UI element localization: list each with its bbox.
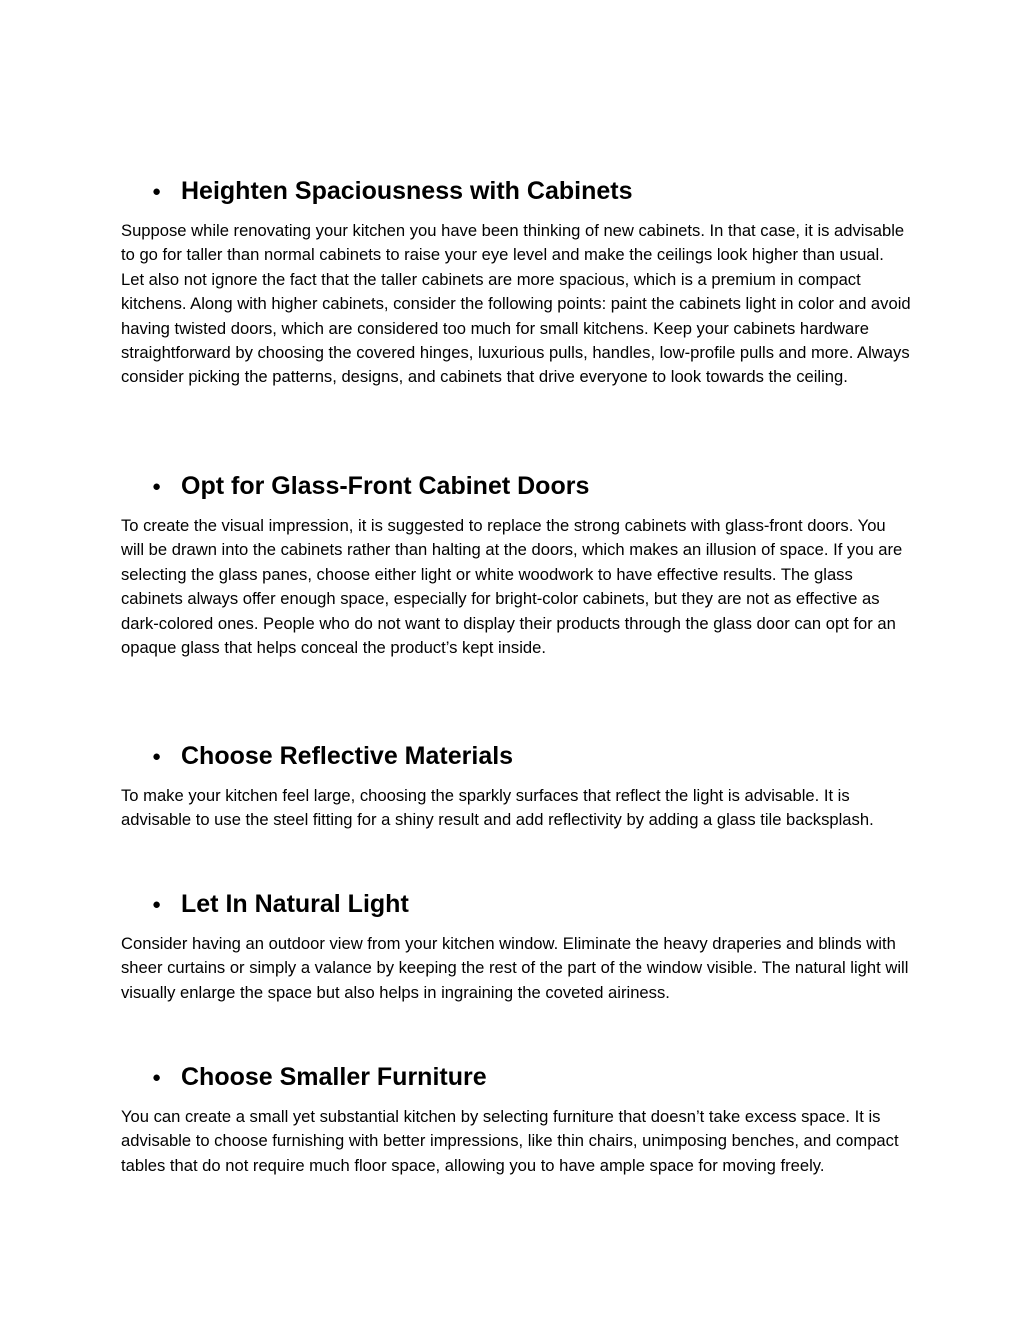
section-paragraph: You can create a small yet substantial kitchen by selecting furniture that doesn’t take excess space. It is advisable to choose furnishing with better impressions, like thin chairs, unimposing benches, and compact tables that do not require much floor space, allowing you to have ample space for moving freely. (121, 1107, 899, 1175)
section-heading (152, 471, 589, 502)
bullet-icon: ● (152, 896, 162, 913)
bullet-icon: ● (152, 1069, 162, 1086)
section-heading (152, 889, 409, 920)
section-paragraph: To make your kitchen feel large, choosing the sparkly surfaces that reflect the light is advisable. It is advisable to use the steel fitting for a shiny result and add reflectivity by adding a glass tile backsplash. (121, 786, 874, 830)
section-heading-text: Let In Natural Light (181, 890, 409, 918)
section-heading (152, 1062, 487, 1093)
bullet-icon: ● (152, 183, 162, 200)
bullet-icon: ● (152, 748, 162, 765)
section-heading-text: Opt for Glass-Front Cabinet Doors (181, 472, 590, 500)
section-paragraph: Suppose while renovating your kitchen you have been thinking of new cabinets. In that case, it is advisable to go for taller than normal cabinets to raise your eye level and make the ceilings look higher than usual. Let also not ignore the fact that the taller cabinets are more spacious, which is a premium in compact kitchens. Along with higher cabinets, consider the following points: paint the cabinets light in color and avoid having twisted doors, which are considered too much for small kitchens. Keep your cabinets hardware straightforward by choosing the covered hinges, luxurious pulls, handles, low-profile pulls and more. Always consider picking the patterns, designs, and cabinets that drive everyone to look towards the ceiling. (121, 221, 911, 387)
bullet-icon: ● (152, 478, 162, 495)
section-heading (152, 176, 632, 207)
section-heading-text: Heighten Spaciousness with Cabinets (181, 177, 633, 205)
section-paragraph: To create the visual impression, it is suggested to replace the strong cabinets with glass-front doors. You will be drawn into the cabinets rather than halting at the doors, which makes an illusion of space. If you are selecting the glass panes, choose either light or white woodwork to have effective results. The glass cabinets always offer enough space, especially for bright-color cabinets, but they are not as effective as dark-colored ones. People who do not want to display their products through the glass door can opt for an opaque glass that helps conceal the product’s kept inside. (121, 516, 903, 658)
section-paragraph: Consider having an outdoor view from your kitchen window. Eliminate the heavy draperies and blinds with sheer curtains or simply a valance by keeping the rest of the part of the window visible. The natural light will visually enlarge the space but also helps in ingraining the coveted airiness. (121, 934, 909, 1002)
section-heading (152, 741, 513, 772)
section-heading-text: Choose Smaller Furniture (181, 1063, 487, 1091)
section-heading-text: Choose Reflective Materials (181, 742, 514, 770)
